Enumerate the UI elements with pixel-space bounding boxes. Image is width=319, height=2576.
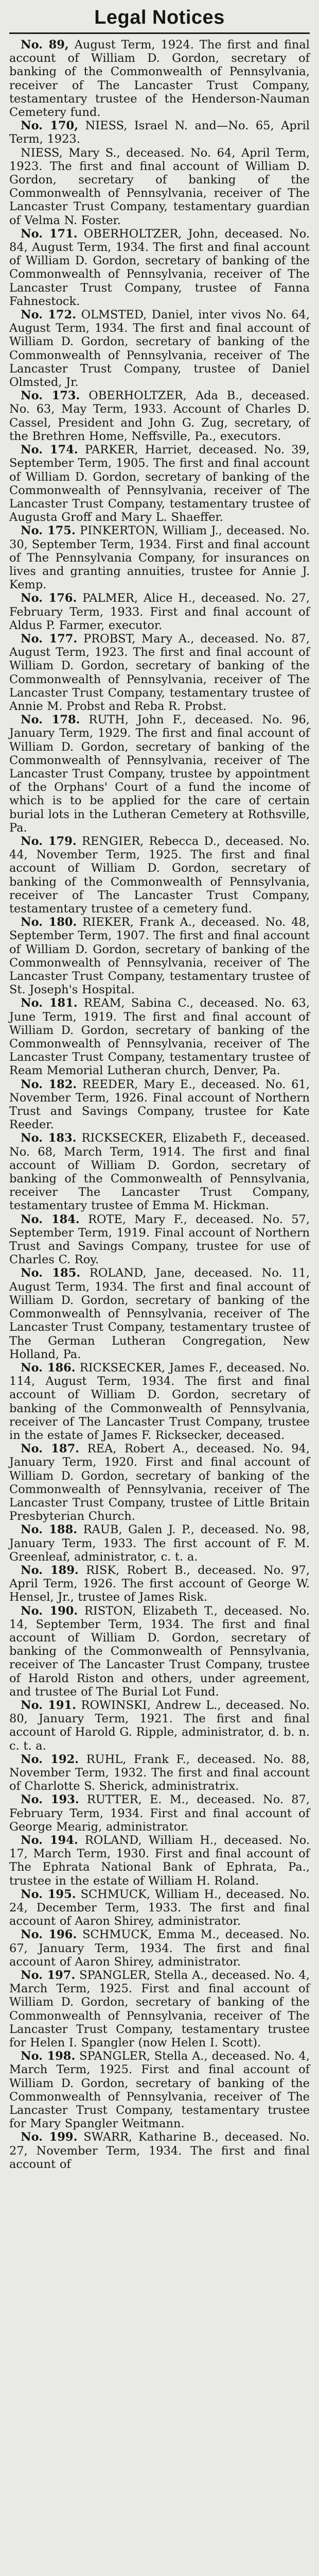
legal-notice (9, 146, 310, 227)
notice-number: No. 195. (21, 1887, 76, 1901)
legal-notice (9, 1078, 310, 1132)
section-title: Legal Notices (94, 7, 225, 28)
legal-notice (9, 591, 310, 632)
notice-number: No. 170, (21, 119, 79, 133)
legal-notice (9, 996, 310, 1077)
legal-notice (9, 1266, 310, 1361)
notice-text: RISTON, Elizabeth T., deceased. No. 14, September Term, 1934. The first and final account of William D. Gordon, secretary of banking of the Commonwealth of Pennsylvania, receiver of The Lancaster Trust Company, trustee of Harold Riston and others, under agreement, and trustee of The Burial Lot Fund. (9, 1604, 310, 1699)
notice-number: No. 188. (21, 1523, 78, 1537)
notice-number: No. 184. (21, 1212, 80, 1226)
legal-notice (9, 1753, 310, 1793)
notice-text: NIESS, Israel N. and—No. 65, April Term, 1923. (9, 119, 310, 146)
notice-text: RICKSECKER, James F., deceased. No. 114, August Term, 1934. The first and final account of William D. Gordon, secretary of banking of the Commonwealth of Pennsylvania, receiver of The Lancaster Trust Company, trustee in the estate of James F. Ricksecker, deceased. (9, 1361, 310, 1442)
legal-notice (9, 632, 310, 713)
legal-notice (9, 1834, 310, 1888)
legal-notice (9, 524, 310, 591)
legal-notice (9, 1564, 310, 1604)
legal-notice (9, 2049, 310, 2130)
notice-number: No. 196. (21, 1928, 77, 1942)
legal-notice (9, 389, 310, 443)
notice-number: No. 180. (21, 916, 77, 929)
notice-text: August Term, 1924. The first and final account of William D. Gordon, secretary of banking of the Commonwealth of Pennsylvania, receiver of The Lancaster Trust Company, testamentary trustee of the Henderson-Nauman Cemetery fund. (9, 38, 310, 120)
notice-text: SWARR, Katharine B., deceased. No. 27, November Term, 1934. The first and final account of (9, 2130, 310, 2171)
legal-notice (9, 916, 310, 996)
notice-text: RAUB, Galen J. P., deceased. No. 98, January Term, 1933. The first account of F. M. Greenleaf, administrator, c. t. a. (9, 1523, 310, 1564)
notice-number: No. 197. (21, 1969, 76, 1982)
notice-text: PROBST, Mary A., deceased. No. 87, August Term, 1923. The first and final account of William D. Gordon, secretary of banking of the Commonwealth of Pennsylvania, receiver of The Lancaster Trust Company, testamentary trustee of Annie M. Probst and Reba R. Probst. (9, 632, 310, 713)
legal-notices-column (9, 34, 310, 2171)
legal-notice (9, 835, 310, 916)
legal-notice (9, 227, 310, 308)
legal-notice (9, 1793, 310, 1834)
notice-text: RISK, Robert B., deceased. No. 97, April Term, 1926. The first account of George W. Hensel, Jr., trustee of James Risk. (9, 1563, 310, 1604)
notice-text: REA, Robert A., deceased. No. 94, January Term, 1920. First and final account of William D. Gordon, secretary of banking of the Commonwealth of Pennsylvania, receiver of The Lancaster Trust Company, trustee of Little Britain Presbyterian Church. (9, 1442, 310, 1523)
notice-text: SCHMUCK, William H., deceased. No. 24, December Term, 1933. The first and final account of Aaron Shirey, administrator. (9, 1887, 310, 1928)
notice-number: No. 172. (21, 308, 77, 322)
notice-number: No. 191. (21, 1698, 76, 1712)
notice-number: No. 177. (21, 632, 78, 646)
notice-number: No. 171. (21, 227, 78, 241)
notice-text: ROWINSKI, Andrew L., deceased. No. 80, January Term, 1921. The first and final account of Harold G. Ripple, administrator, d. b. n. c. t. a. (9, 1698, 310, 1753)
notice-text: ROLAND, Jane, deceased. No. 11, August Term, 1934. The first and final account of William D. Gordon, secretary of banking of the Commonwealth of Pennsylvania, receiver of The Lancaster Trust Company, testamentary trustee of The German Lutheran Congregation, New Holland, Pa. (9, 1266, 310, 1361)
legal-notice (9, 1969, 310, 2049)
notice-number: No. 182. (21, 1077, 77, 1091)
notice-text: PINKERTON, William J., deceased. No. 30, September Term, 1934. First and final account of The Pennsylvania Company, for insurances on lives and granting annuities, trustee for Annie J. Kemp. (9, 524, 310, 592)
notice-number: No. 193. (21, 1793, 79, 1807)
notice-number: No. 198. (21, 2049, 76, 2063)
legal-notice (9, 119, 310, 146)
notice-text: OBERHOLTZER, Ada B., deceased. No. 63, May Term, 1933. Account of Charles D. Cassel, President and John G. Zug, secretary, of the Brethren Home, Neffsville, Pa., executors. (9, 389, 310, 443)
legal-notice (9, 308, 310, 389)
notice-number: No. 186. (21, 1361, 76, 1375)
notice-text: REAM, Sabina C., deceased. No. 63, June Term, 1919. The first and final account of William D. Gordon, secretary of banking of the Commonwealth of Pennsylvania, receiver of The Lancaster Trust Company, testamentary trustee of Ream Memorial Lutheran church, Denver, Pa. (9, 996, 310, 1078)
notice-number: No. 194. (21, 1834, 78, 1848)
notice-text: OLMSTED, Daniel, inter vivos No. 64, August Term, 1934. The first and final account of William D. Gordon, secretary of banking of the Commonwealth of Pennsylvania, receiver of The Lancaster Trust Company, trustee of Daniel Olmsted, Jr. (9, 308, 310, 389)
notice-number: No. 189. (21, 1563, 79, 1577)
notice-text: PARKER, Harriet, deceased. No. 39, September Term, 1905. The first and final account of William D. Gordon, secretary of banking of the Commonwealth of Pennsylvania, receiver of The Lancaster Trust Company, testamentary trustee of Augusta Groff and Mary L. Shaeffer. (9, 443, 310, 524)
notice-number: No. 192. (21, 1752, 79, 1766)
notice-text: RUHL, Frank F., deceased. No. 88, November Term, 1932. The first and final account of Charlotte S. Sherick, administratrix. (9, 1752, 310, 1793)
section-header (9, 3, 310, 34)
legal-notice (9, 443, 310, 524)
notice-text: SPANGLER, Stella A., deceased. No. 4, March Term, 1925. First and final account of William D. Gordon, secretary of banking of the Commonwealth of Pennsylvania, receiver of The Lancaster Trust Company, testamentary trustee for Helen I. Spangler (now Helen I. Scott). (9, 1969, 310, 2050)
notice-text: SCHMUCK, Emma M., deceased. No. 67, January Term, 1934. The first and final account of Aaron Shirey, administrator. (9, 1928, 310, 1969)
notice-number: No. 179. (21, 834, 77, 848)
notice-text: ROLAND, William H., deceased. No. 17, March Term, 1930. First and final account of The Ephrata National Bank of Ephrata, Pa., trustee in the estate of William H. Roland. (9, 1834, 310, 1888)
legal-notice (9, 1523, 310, 1564)
legal-notice (9, 1888, 310, 1928)
legal-notice (9, 2130, 310, 2171)
notice-text: REEDER, Mary E., deceased. No. 61, November Term, 1926. Final account of Northern Trust and Savings Company, trustee for Kate Reeder. (9, 1077, 310, 1132)
legal-notice (9, 38, 310, 119)
legal-notice (9, 1361, 310, 1442)
notice-number: No. 190. (21, 1604, 78, 1618)
legal-notice (9, 1928, 310, 1969)
notice-number: No. 174. (21, 443, 78, 457)
notice-text: SPANGLER, Stella A., deceased. No. 4, March Term, 1925. First and final account of William D. Gordon, secretary of banking of the Commonwealth of Pennsylvania, receiver of The Lancaster Trust Company, testamentary trustee for Mary Spangler Weitmann. (9, 2049, 310, 2131)
notice-text: OBERHOLTZER, John, deceased. No. 84, August Term, 1934. The first and final account of William D. Gordon, secretary of banking of the Commonwealth of Pennsylvania, receiver of The Lancaster Trust Company, trustee of Fanna Fahnestock. (9, 227, 310, 308)
notice-text: NIESS, Mary S., deceased. No. 64, April Term, 1923. The first and final account of William D. Gordon, secretary of banking of the Commonwealth of Pennsylvania, receiver of The Lancaster Trust Company, testamentary guardian of Velma N. Foster. (9, 146, 310, 227)
notice-number: No. 89, (21, 38, 69, 52)
notice-number: No. 181. (21, 996, 78, 1010)
legal-notice (9, 713, 310, 835)
legal-notice (9, 1131, 310, 1212)
notice-number: No. 178. (21, 713, 80, 727)
notice-number: No. 185. (21, 1266, 81, 1280)
notice-number: No. 199. (21, 2130, 78, 2144)
notice-text: ROTE, Mary F., deceased. No. 57, September Term, 1919. Final account of Northern Trust and Savings Company, trustee for use of Charles C. Roy. (9, 1212, 310, 1267)
notice-number: No. 176. (21, 591, 77, 605)
legal-notice (9, 1213, 310, 1267)
legal-notice (9, 1699, 310, 1753)
notice-text: PALMER, Alice H., deceased. No. 27, February Term, 1933. First and final account of Aldus P. Farmer, executor. (9, 591, 310, 632)
notice-text: RICKSECKER, Elizabeth F., deceased. No. 68, March Term, 1914. The first and final account of William D. Gordon, secretary of banking of the Commonwealth of Pennsylvania, receiver The Lancaster Trust Company, testamentary trustee of Emma M. Hickman. (9, 1131, 310, 1213)
notice-number: No. 175. (21, 524, 76, 538)
notice-text: RIEKER, Frank A., deceased. No. 48, September Term, 1907. The first and final account of William D. Gordon, secretary of banking of the Commonwealth of Pennsylvania, receiver of The Lancaster Trust Company, testamentary trustee of St. Joseph's Hospital. (9, 916, 310, 997)
notice-number: No. 187. (21, 1442, 80, 1456)
notice-number: No. 173. (21, 389, 80, 403)
legal-notice (9, 1604, 310, 1699)
notice-text: RUTTER, E. M., deceased. No. 87, February Term, 1934. First and final account of George Mearig, administrator. (9, 1793, 310, 1834)
legal-notice (9, 1442, 310, 1523)
notice-text: RENGIER, Rebecca D., deceased. No. 44, November Term, 1925. The first and final account of William D. Gordon, secretary of banking of the Commonwealth of Pennsylvania, receiver of The Lancaster Trust Company, testamentary trustee of a cemetery fund. (9, 834, 310, 916)
notice-number: No. 183. (21, 1131, 77, 1145)
notice-text: RUTH, John F., deceased. No. 96, January Term, 1929. The first and final account of William D. Gordon, secretary of banking of the Commonwealth of Pennsylvania, receiver of The Lancaster Trust Company, trustee by appointment of the Orphans' Court of a fund the income of which is to be applied for the care of certain burial lots in the Lutheran Cemetery at Rothsville, Pa. (9, 713, 310, 835)
